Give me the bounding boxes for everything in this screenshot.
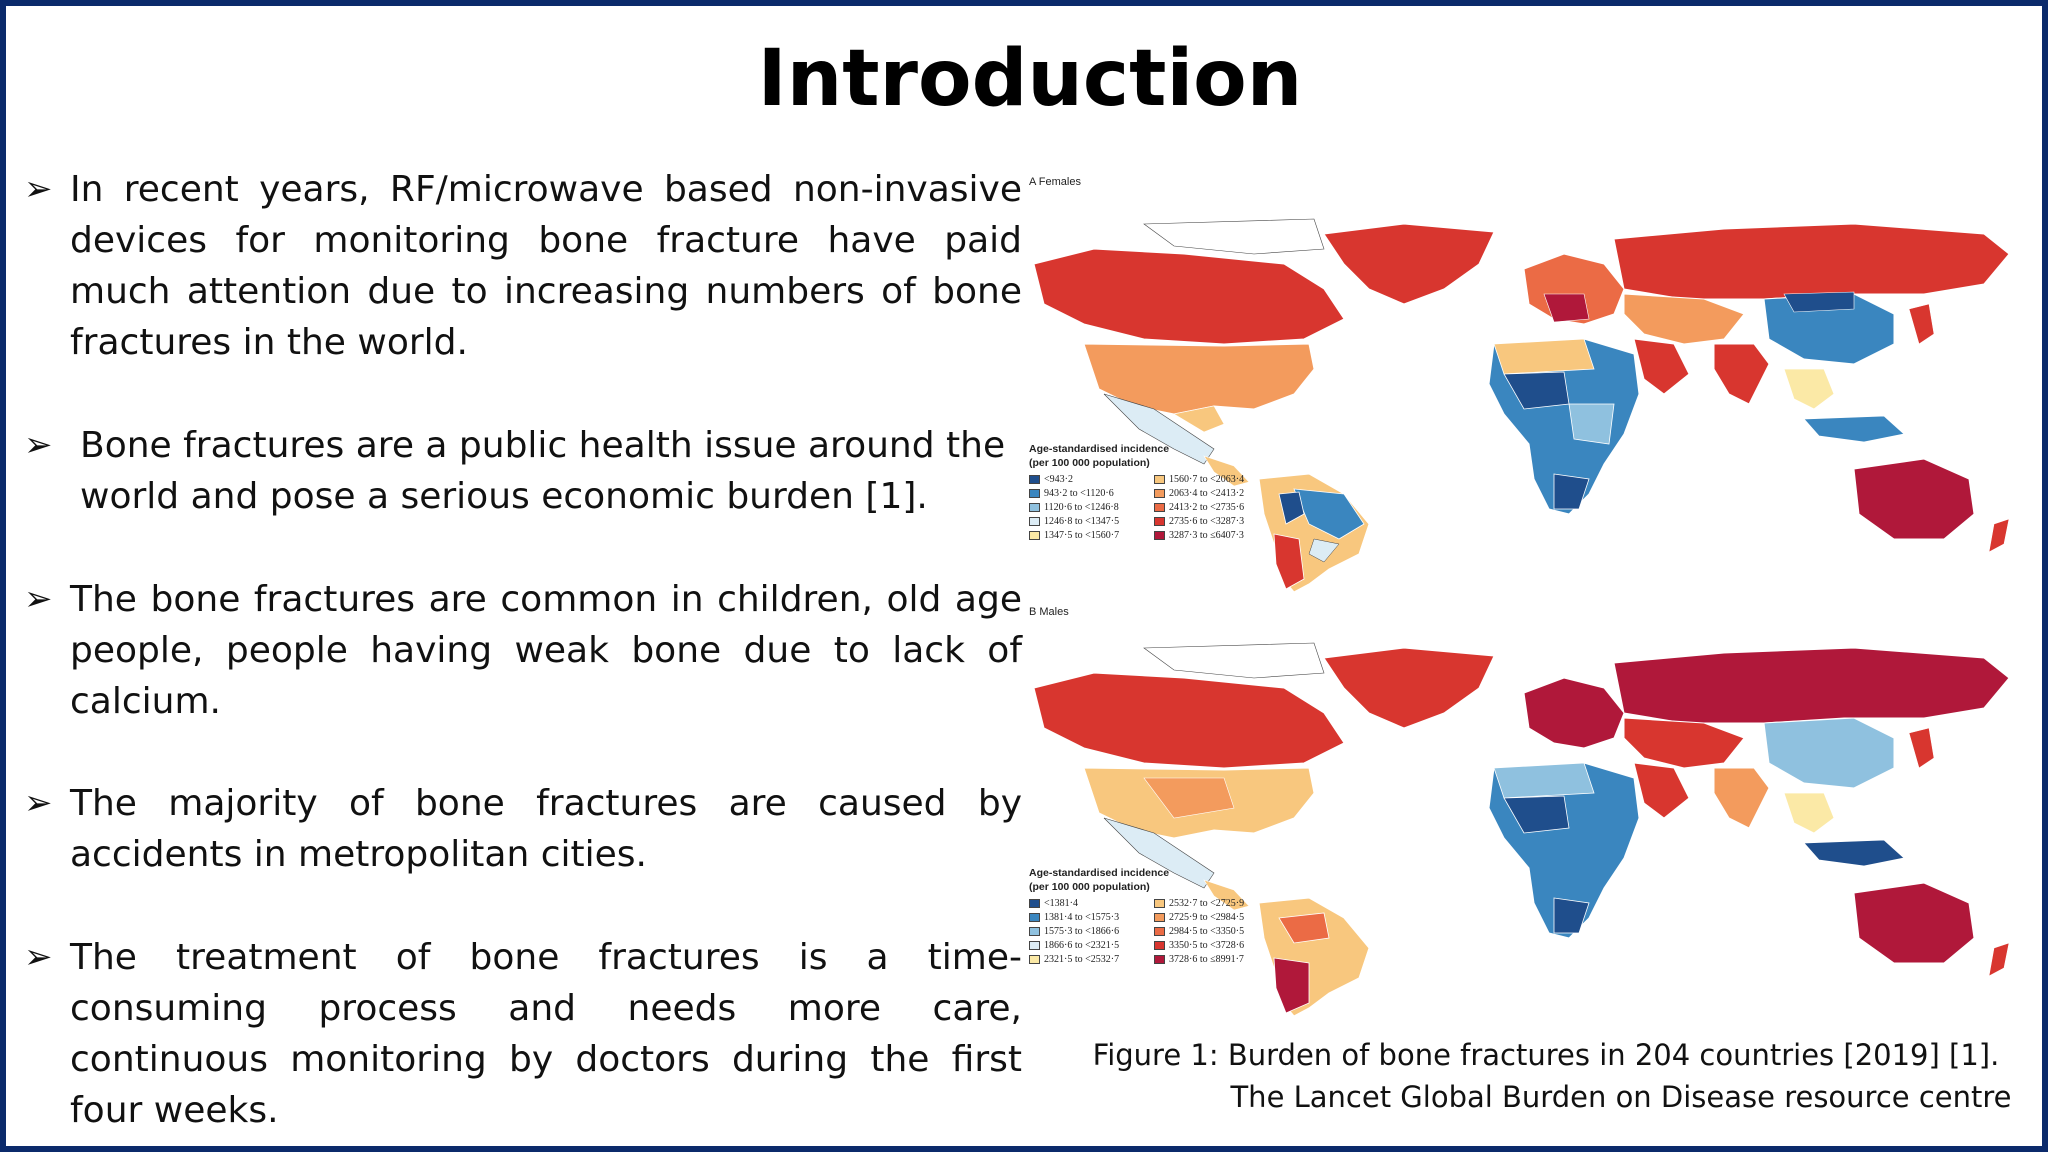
legend-item: 1560·7 to <2063·4: [1154, 473, 1274, 486]
arrow-bullet-icon: ➢: [24, 937, 53, 977]
legend-item: <943·2: [1029, 473, 1154, 486]
bullet-text: The treatment of bone fractures is a time-consuming process and needs more care, continuous monitoring by doctors during the first four weeks.: [70, 937, 1022, 1131]
legend-item: 1866·6 to <2321·5: [1029, 939, 1154, 952]
legend-item: 3287·3 to ≤6407·3: [1154, 529, 1274, 542]
legend-item: 1120·6 to <1246·8: [1029, 501, 1154, 514]
arrow-bullet-icon: ➢: [24, 783, 53, 823]
legend-title: Age-standardised incidence: [1029, 443, 1170, 455]
bullet-text: The bone fractures are common in children, old age people, people having weak bone due to lack of calcium.: [70, 579, 1022, 722]
bullet-item: [24, 574, 1022, 727]
slide-title: Introduction: [757, 34, 1303, 124]
caption-line-1: Figure 1: Burden of bone fractures in 204 countries [2019] [1].: [1092, 1038, 2000, 1072]
arrow-bullet-icon: ➢: [24, 425, 53, 465]
legend-item: 1347·5 to <1560·7: [1029, 529, 1154, 542]
figure-caption: [1066, 1034, 2026, 1118]
legend-item: 2413·2 to <2735·6: [1154, 501, 1274, 514]
legend-subtitle: (per 100 000 population): [1029, 881, 1150, 893]
legend-item: 2984·5 to <3350·5: [1154, 925, 1274, 938]
legend-item: 1381·4 to <1575·3: [1029, 911, 1154, 924]
legend-item: 3728·6 to ≤8991·7: [1154, 953, 1274, 966]
bullet-item: [24, 420, 1022, 522]
legend-item: 1575·3 to <1866·6: [1029, 925, 1154, 938]
bullet-item: [24, 164, 1022, 368]
bullet-item: [24, 932, 1022, 1136]
legend-item: 2063·4 to <2413·2: [1154, 487, 1274, 500]
legend-item: 943·2 to <1120·6: [1029, 487, 1154, 500]
panel-a-label: A Females: [1029, 176, 1081, 188]
bullet-text: In recent years, RF/microwave based non-invasive devices for monitoring bone fracture have paid much attention due to increasing numbers of bone fractures in the world.: [70, 169, 1022, 363]
arrow-bullet-icon: ➢: [24, 579, 53, 619]
legend-item: 2321·5 to <2532·7: [1029, 953, 1154, 966]
legend-item: 2725·9 to <2984·5: [1154, 911, 1274, 924]
legend-title: Age-standardised incidence: [1029, 867, 1170, 879]
panel-b-legend: [1029, 866, 1274, 966]
bullet-item: [24, 778, 1022, 880]
legend-item: 2735·6 to <3287·3: [1154, 515, 1274, 528]
caption-line-2: The Lancet Global Burden on Disease resource centre: [1230, 1080, 2012, 1114]
arrow-bullet-icon: ➢: [24, 169, 53, 209]
bullet-text: Bone fractures are a public health issue around the world and pose a serious economic burden [1].: [80, 425, 1006, 517]
panel-b-label: B Males: [1029, 606, 1069, 618]
world-map-figure: [1024, 166, 2024, 986]
legend-item: 2532·7 to <2725·9: [1154, 897, 1274, 910]
legend-item: <1381·4: [1029, 897, 1154, 910]
legend-item: 3350·5 to <3728·6: [1154, 939, 1274, 952]
legend-subtitle: (per 100 000 population): [1029, 457, 1150, 469]
legend-item: 1246·8 to <1347·5: [1029, 515, 1154, 528]
bullet-text: The majority of bone fractures are caused by accidents in metropolitan cities.: [70, 783, 1022, 875]
panel-a-legend: [1029, 442, 1274, 542]
